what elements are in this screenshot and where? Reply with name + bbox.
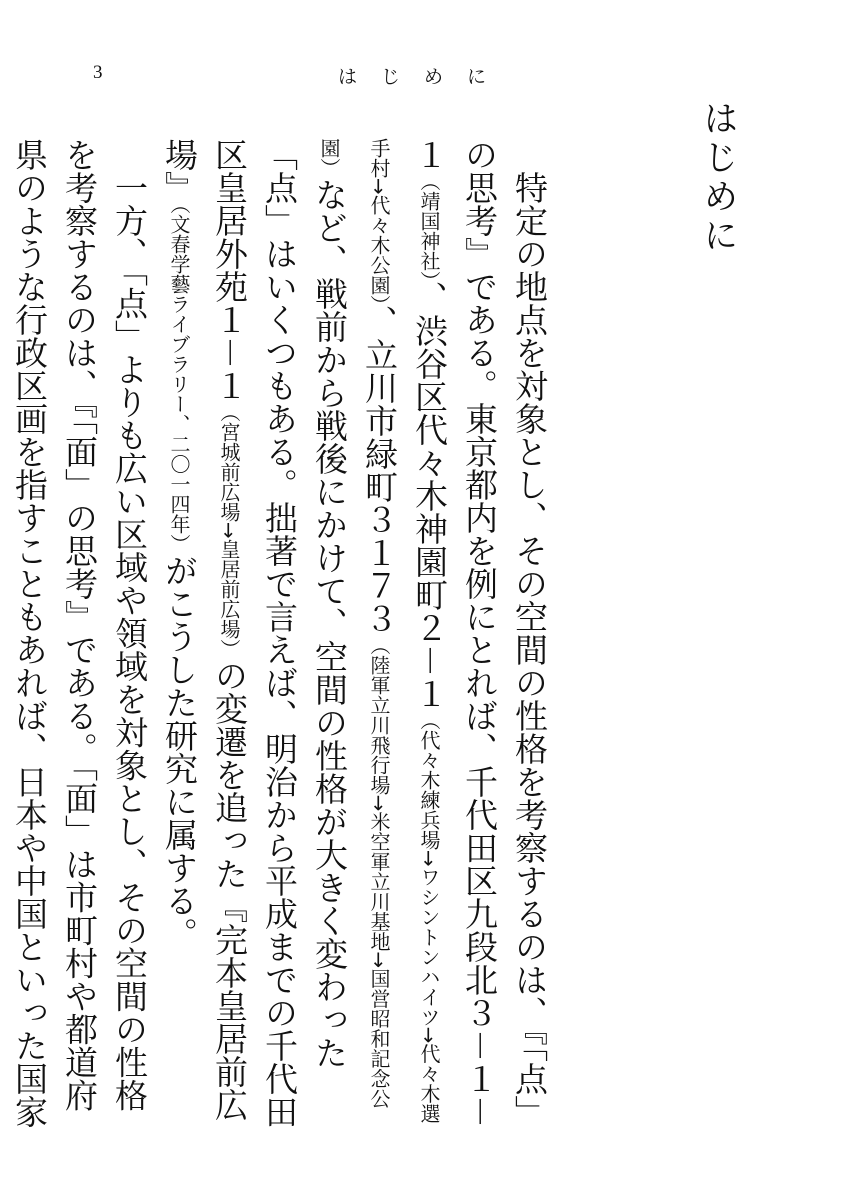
page-number: 3 <box>93 62 103 83</box>
running-head: はじめに <box>338 66 511 88</box>
paragraph-2 <box>0 138 154 1128</box>
paragraph-2-text: 一方、「点」よりも広い区域や領域を対象とし、その空間の性格を考察するのは、『「面」の思考』である。「面」は市町村や都道府県のような行政区画を指すこともあれば、日本や中国といった国家 <box>10 138 149 1128</box>
paragraph-1-text-1: 特定の地点を対象とし、その空間の性格を考察するのは、『「点」の思考』である。東京都内を例にとれば、千代田区九段北３－１－１ <box>410 138 549 1128</box>
paragraph-1-text-3: 、立川市緑町３１７３ <box>360 304 399 635</box>
paragraph-1-text-2: 、渋谷区代々木神園町２－１ <box>410 281 449 710</box>
chapter-title: はじめに <box>698 100 738 256</box>
paragraph-1 <box>154 138 554 1128</box>
paragraph-1-note-3: （陸軍立川飛行場→米空軍立川基地→国営昭和記念公園） <box>317 138 391 1109</box>
paragraph-1-note-5: （文春学藝ライブラリー、二〇一四年） <box>167 204 191 554</box>
paragraph-1-text-5: の変遷を追った『完本皇居前広場』 <box>160 138 249 1121</box>
paragraph-1-text-4: など、戦前から戦後にかけて、空間の性格が大きく変わった「点」はいくつもある。拙著で言えば、明治から平成までの千代田区皇居外苑１－１ <box>210 138 349 1128</box>
paragraph-1-text-6: がこうした研究に属する。 <box>160 554 199 950</box>
paragraph-1-note-4: （宮城前広場→皇居前広場） <box>217 402 241 659</box>
paragraph-1-note-2: （代々木練兵場→ワシントンハイツ→代々木選手村→代々木公園） <box>367 138 441 1124</box>
body-text <box>10 138 554 1128</box>
paragraph-1-note-1: （靖国神社） <box>417 171 441 281</box>
